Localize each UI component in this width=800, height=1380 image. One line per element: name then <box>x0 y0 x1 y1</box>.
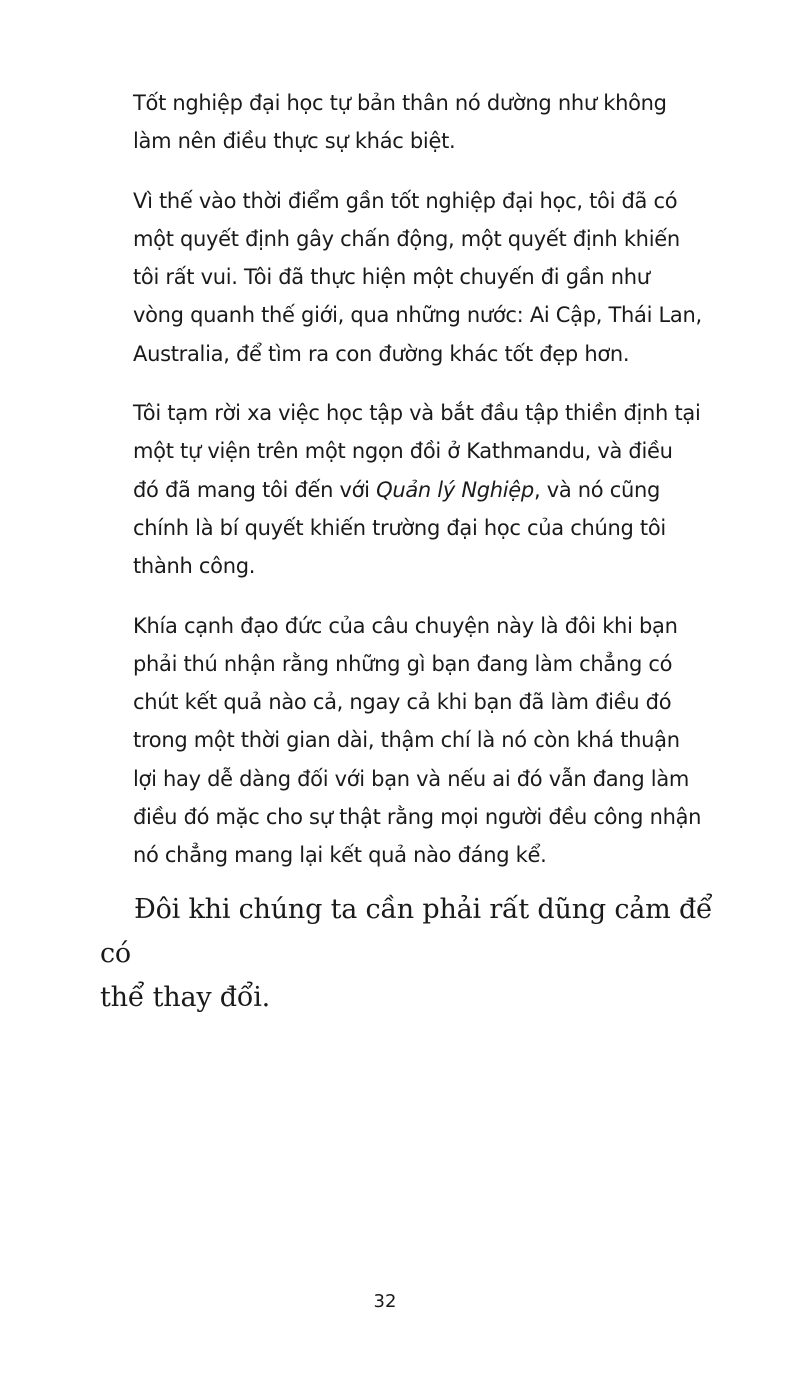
pull-quote-line-1: Đôi khi chúng ta cần phải rất dũng cảm để có <box>100 894 713 969</box>
pull-quote-line-2: thể thay đổi. <box>100 982 271 1013</box>
paragraph-3-text-end: , và nó cũng chính là bí quyết khiến trường đại học của chúng tôi thành công. <box>133 477 666 579</box>
paragraph-3 <box>133 394 703 585</box>
pull-quote <box>100 888 740 1020</box>
book-title-italic: Quản lý Nghiệp <box>376 477 534 502</box>
paragraph-2: Vì thế vào thời điểm gần tốt nghiệp đại học, tôi đã có một quyết định gây chấn động, một quyết định khiến tôi rất vui. Tôi đã thực hiện một chuyến đi gần như vòng quanh thế giới, qua những nước: Ai Cập, Thái Lan, Australia, để tìm ra con đường khác tốt đẹp hơn. <box>133 188 702 366</box>
paragraph-3-text-start: Tôi tạm rời xa việc học tập và bắt đầu tập thiền định tại một tự viện trên một ngọn đồi ở Kathmandu, và điều đó đã mang tôi đến với <box>133 401 701 502</box>
page-number: 32 <box>373 1291 397 1312</box>
paragraph-1: Tốt nghiệp đại học tự bản thân nó dường như không làm nên điều thực sự khác biệt. <box>133 91 667 154</box>
paragraph-4: Khía cạnh đạo đức của câu chuyện này là đôi khi bạn phải thú nhận rằng những gì bạn đang làm chẳng có chút kết quả nào cả, ngay cả khi bạn đã làm điều đó trong một thời gian dài, thậm chí là nó còn khá thuận lợi hay dễ dàng đối với bạn và nếu ai đó vẫn đang làm điều đó mặc cho sự thật rằng mọi người đều công nhận nó chẳng mang lại kết quả nào đáng kể. <box>133 613 702 868</box>
body-text <box>133 84 703 896</box>
